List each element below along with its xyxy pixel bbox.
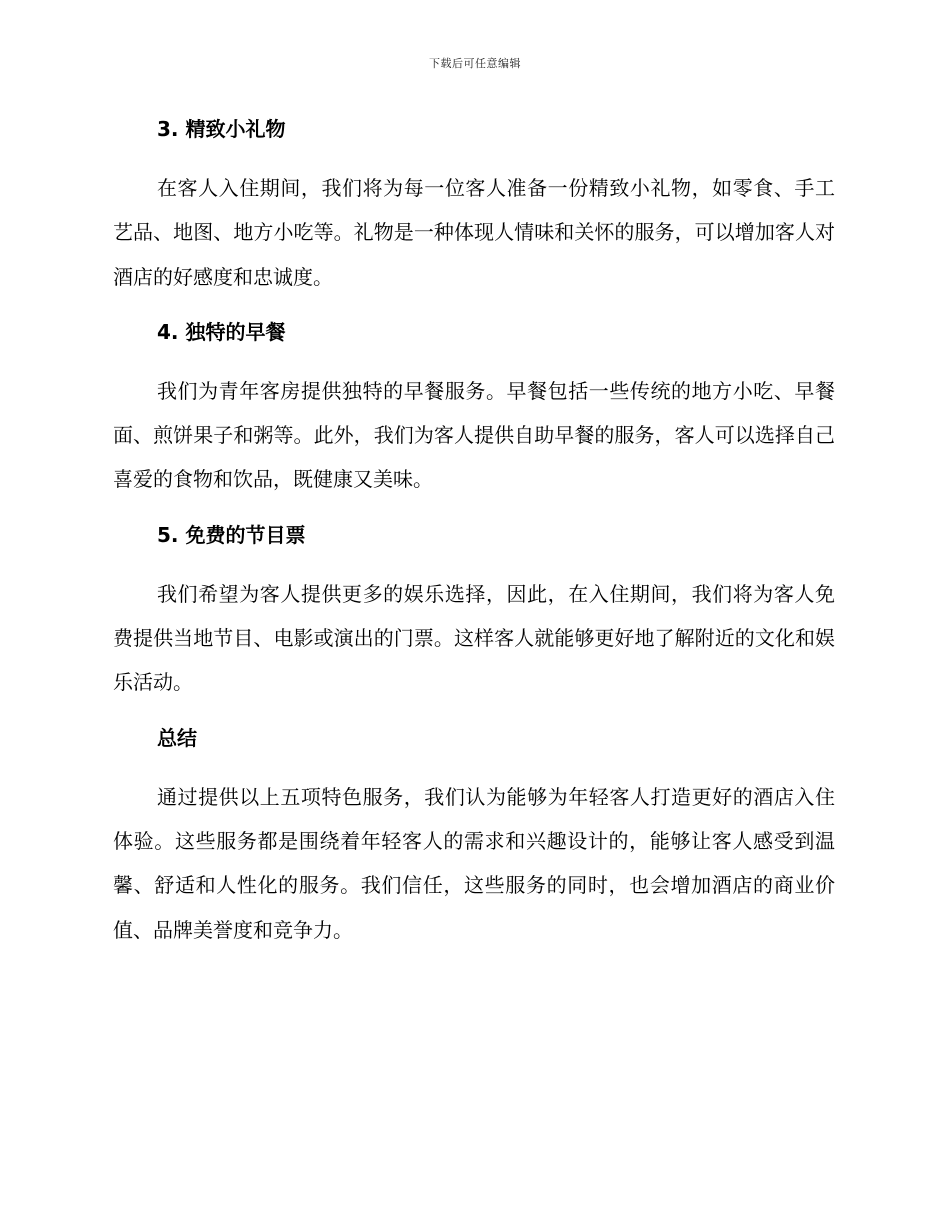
section-heading-summary: 总结: [157, 725, 197, 750]
section-heading-breakfast: 4. 独特的早餐: [157, 319, 286, 344]
section-paragraph-summary: 通过提供以上五项特色服务，我们认为能够为年轻客人打造更好的酒店入住体验。这些服务都是围绕着年轻客人的需求和兴趣设计的，能够让客人感受到温馨、舒适和人性化的服务。我们信任，这些服务的同时，也会增加酒店的商业价值、品牌美誉度和竞争力。: [113, 784, 835, 942]
section-paragraph-breakfast: 我们为青年客房提供独特的早餐服务。早餐包括一些传统的地方小吃、早餐面、煎饼果子和粥等。此外，我们为客人提供自助早餐的服务，客人可以选择自己喜爱的食物和饮品，既健康又美味。: [113, 378, 835, 492]
section-paragraph-gifts: 在客人入住期间，我们将为每一位客人准备一份精致小礼物，如零食、手工艺品、地图、地方小吃等。礼物是一种体现人情味和关怀的服务，可以增加客人对酒店的好感度和忠诚度。: [113, 176, 835, 289]
section-heading-tickets: 5. 免费的节目票: [157, 522, 306, 547]
section-paragraph-tickets: 我们希望为客人提供更多的娱乐选择，因此，在入住期间，我们将为客人免费提供当地节目、电影或演出的门票。这样客人就能够更好地了解附近的文化和娱乐活动。: [113, 581, 835, 695]
page-header: 下载后可任意编辑: [429, 57, 521, 70]
document-body: [113, 110, 835, 966]
section-heading-gifts: 3. 精致小礼物: [157, 117, 286, 141]
